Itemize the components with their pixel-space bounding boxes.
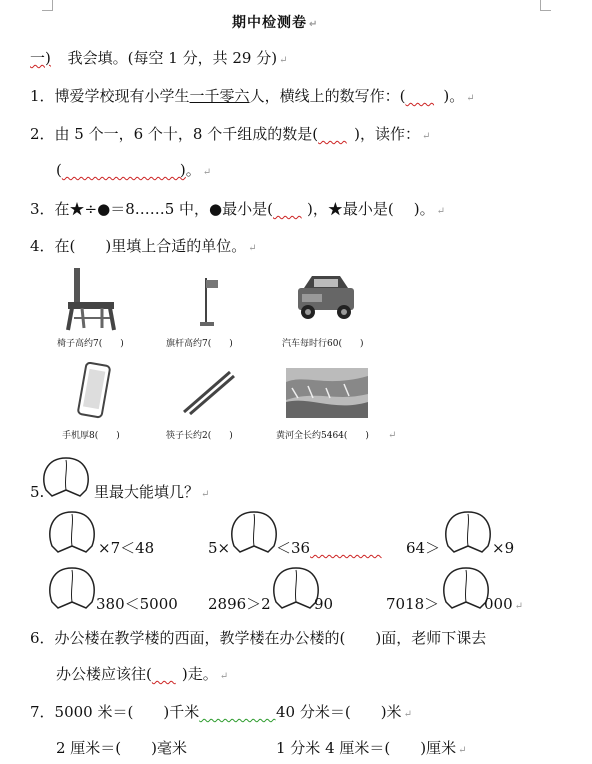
question-3 xyxy=(30,199,445,222)
q2-text: 2．由 5 个一，6 个十，8 个千组成的数是( xyxy=(30,125,319,143)
q5-text: 里最大能填几？ xyxy=(94,483,200,501)
page-corner-mark xyxy=(540,0,551,11)
question-6-line2 xyxy=(56,664,228,687)
q6-text-end: )走。 xyxy=(181,665,218,683)
q7-mm-conversion: 2 厘米＝( )毫米 xyxy=(56,739,188,757)
q2-reading-blank[interactable] xyxy=(62,160,180,181)
q7-cm-conversion: 1 分米 4 厘米＝( )厘米 xyxy=(276,739,457,757)
phone-icon xyxy=(74,362,114,420)
paragraph-mark: ↵ xyxy=(514,601,524,612)
paragraph-mark: ↵ xyxy=(219,671,229,682)
q6-text: 6．办公楼在教学楼的西面，教学楼在办公楼的( )面，老师下课去 xyxy=(30,629,487,647)
q1-text-rest: 人，横线上的数写作：( xyxy=(249,87,406,105)
section-number: 一) xyxy=(30,49,51,67)
q5-expr-1: ×7＜48 xyxy=(98,539,155,557)
title-text: 期中检测卷 xyxy=(232,15,307,31)
chopsticks-icon xyxy=(180,368,236,416)
question-5-number: 5. xyxy=(30,483,45,501)
q7-km-conversion: 7．5000 米＝( )千米 xyxy=(30,703,200,721)
peach-icon xyxy=(38,454,94,498)
caption-chair: 椅子高约7( ) xyxy=(57,339,124,349)
paragraph-mark: ↵ xyxy=(403,709,412,720)
q3-star-blank[interactable] xyxy=(394,199,414,220)
page-corner-mark xyxy=(42,0,53,11)
caption-flagpole: 旗杆高约7( ) xyxy=(166,339,233,349)
question-6 xyxy=(30,628,486,648)
chair-icon xyxy=(62,266,122,332)
q3-text: 3．在★÷●＝8……5 中，●最小是( xyxy=(30,200,273,218)
q5-expr-2-before: 5× xyxy=(208,539,231,557)
caption-truck: 汽车每时行60( ) xyxy=(282,339,364,349)
q5-expr-6-after xyxy=(484,594,523,617)
q3-text-mid: )，★最小是( xyxy=(307,200,394,218)
paragraph-mark: ↵ xyxy=(421,131,431,142)
q4-text: 4．在( )里填上合适的单位。 xyxy=(30,237,247,255)
question-2 xyxy=(30,124,430,147)
paragraph-mark: ↵ xyxy=(388,430,397,441)
caption-chopsticks: 筷子长约2( ) xyxy=(166,431,233,441)
flagpole-icon xyxy=(196,276,226,328)
q1-text-end: )。 xyxy=(443,87,465,105)
question-5 xyxy=(94,482,209,505)
question-7-c xyxy=(56,738,187,758)
q3-circle-blank[interactable] xyxy=(273,199,307,220)
section-heading xyxy=(30,48,287,71)
q5-expr-4: 380＜5000 xyxy=(96,595,178,613)
question-1 xyxy=(30,86,475,109)
q2-close-paren: )。 xyxy=(179,161,201,179)
peach-blank[interactable] xyxy=(226,508,282,554)
question-7-d xyxy=(276,738,467,761)
q6-text-2: 办公楼应该往( xyxy=(56,665,152,683)
question-4 xyxy=(30,236,257,259)
q5-expr-2-text: ＜36 xyxy=(276,539,311,557)
peach-blank[interactable] xyxy=(44,564,100,610)
paragraph-mark: ↵ xyxy=(248,243,257,254)
paragraph-mark: ↵ xyxy=(279,55,288,66)
paragraph-mark: ↵ xyxy=(309,19,319,30)
question-2-line2 xyxy=(56,160,211,183)
section-instruction: 我会填。(每空 1 分，共 29 分) xyxy=(67,49,278,67)
q7-m-conversion: 40 分米＝( )米 xyxy=(276,703,402,721)
q5-expr-3-before: 64＞ xyxy=(406,539,441,557)
q6-direction-blank[interactable] xyxy=(152,664,182,685)
question-7-b xyxy=(276,702,412,725)
q1-answer-blank[interactable] xyxy=(405,86,443,107)
caption-phone: 手机厚8( ) xyxy=(62,431,120,441)
q3-text-end: )。 xyxy=(413,200,435,218)
q1-text: 1．博爱学校现有小学生 xyxy=(30,87,190,105)
page-title xyxy=(232,12,318,32)
q1-underlined-number: 一千零六 xyxy=(189,87,250,105)
paragraph-mark: ↵ xyxy=(201,489,210,500)
paragraph-mark: ↵ xyxy=(202,167,212,178)
peach-blank[interactable] xyxy=(44,508,100,554)
paragraph-mark: ↵ xyxy=(466,93,475,104)
q5-expr-6-text: 000 xyxy=(484,595,513,613)
peach-blank[interactable] xyxy=(440,508,496,554)
caption-yellow-river: 黄河全长约5464( ) xyxy=(276,431,369,441)
q5-expr-5-after: 90 xyxy=(314,595,334,613)
q2-text-read: )，读作： xyxy=(354,125,420,143)
q5-expr-2-after xyxy=(276,538,382,558)
truck-icon xyxy=(294,270,358,324)
question-7-a xyxy=(30,702,276,722)
q5-expr-5-before: 2896＞2 xyxy=(208,595,271,613)
q2-number-blank[interactable] xyxy=(318,124,354,145)
yellow-river-icon xyxy=(286,368,368,418)
paragraph-mark: ↵ xyxy=(458,745,467,756)
q5-expr-3-after: ×9 xyxy=(492,539,515,557)
paragraph-mark: ↵ xyxy=(436,206,445,217)
q2-open-paren: ( xyxy=(56,161,62,179)
q5-expr-6-before: 7018＞ xyxy=(386,595,440,613)
